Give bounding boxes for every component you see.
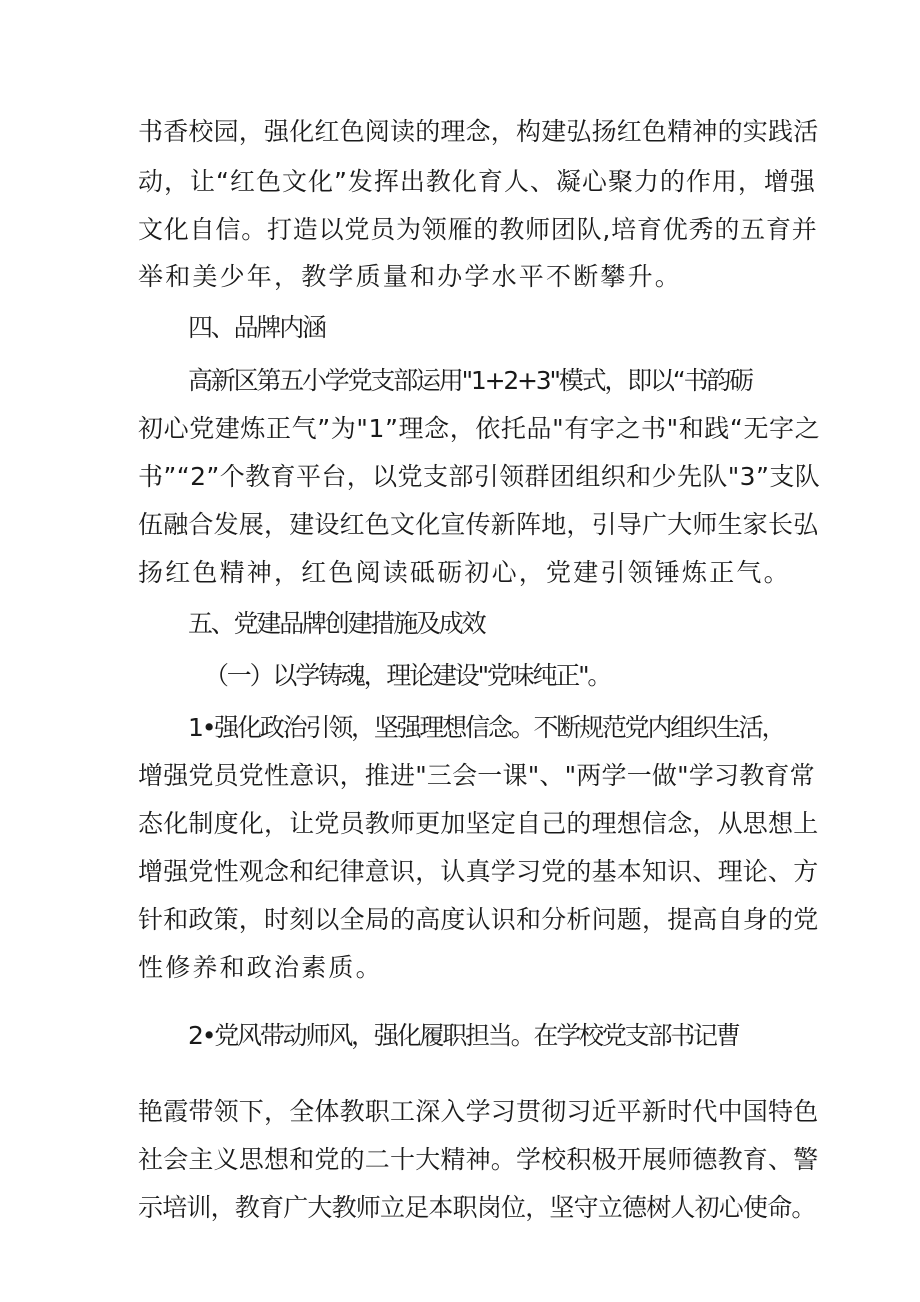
paragraph-line: 高新区第五小学党支部运用"1+2+3"模式，即以“书韵砺 <box>188 366 752 395</box>
paragraph-line: 书香校园，强化红色阅读的理念，构建弘扬红色精神的实践活 <box>138 117 819 146</box>
list-item-line: 增强党员党性意识，推进"三会一课"、"两学一做"学习教育常 <box>138 761 815 790</box>
list-item-line: 2•党风带动师风，强化履职担当。在学校党支部书记曹 <box>188 1021 739 1050</box>
paragraph-line: 文化自信。打造以党员为领雁的教师团队,培育优秀的五育并 <box>138 215 818 244</box>
list-item-line: 1•强化政治引领，坚强理想信念。不断规范党内组织生活， <box>188 713 785 742</box>
paragraph-line: 扬红色精神，红色阅读砥砺初心，党建引领锤炼正气。 <box>138 558 791 587</box>
list-item-line: 增强党性观念和纪律意识，认真学习党的基本知识、理论、方 <box>138 857 819 886</box>
paragraph-line: 举和美少年，教学质量和办学水平不断攀升。 <box>138 262 683 291</box>
list-item-line: 态化制度化，让党员教师更加坚定自己的理想信念，从思想上 <box>138 809 819 838</box>
paragraph-line: 动，让“红色文化”发挥出教化育人、凝心聚力的作用，增强 <box>138 167 816 196</box>
paragraph-line: 伍融合发展，建设红色文化宣传新阵地，引导广大师生家长弘 <box>138 510 819 539</box>
list-item-line: 示培训，教育广大教师立足本职岗位，坚守立德树人初心使命。 <box>138 1193 816 1222</box>
list-item-line: 性修养和政治素质。 <box>138 953 383 982</box>
paragraph-line: 初心党建炼正气”为"1”理念，依托品"有字之书"和践“无字之 <box>138 414 821 443</box>
list-item-line: 针和政策，时刻以全局的高度认识和分析问题，提高自身的党 <box>138 905 819 934</box>
list-item-line: 艳霞带领下，全体教职工深入学习贯彻习近平新时代中国特色 <box>138 1097 819 1126</box>
section-heading-5: 五、党建品牌创建措施及成效 <box>188 609 485 638</box>
section-heading-4: 四、品牌内涵 <box>188 313 325 342</box>
subsection-heading-1: （一）以学铸魂，理论建设"党味纯正"。 <box>204 661 611 690</box>
paragraph-line: 书”“2”个教育平台，以党支部引领群团组织和少先队"3”支队 <box>138 462 821 491</box>
list-item-line: 社会主义思想和党的二十大精神。学校积极开展师德教育、警 <box>138 1145 819 1174</box>
